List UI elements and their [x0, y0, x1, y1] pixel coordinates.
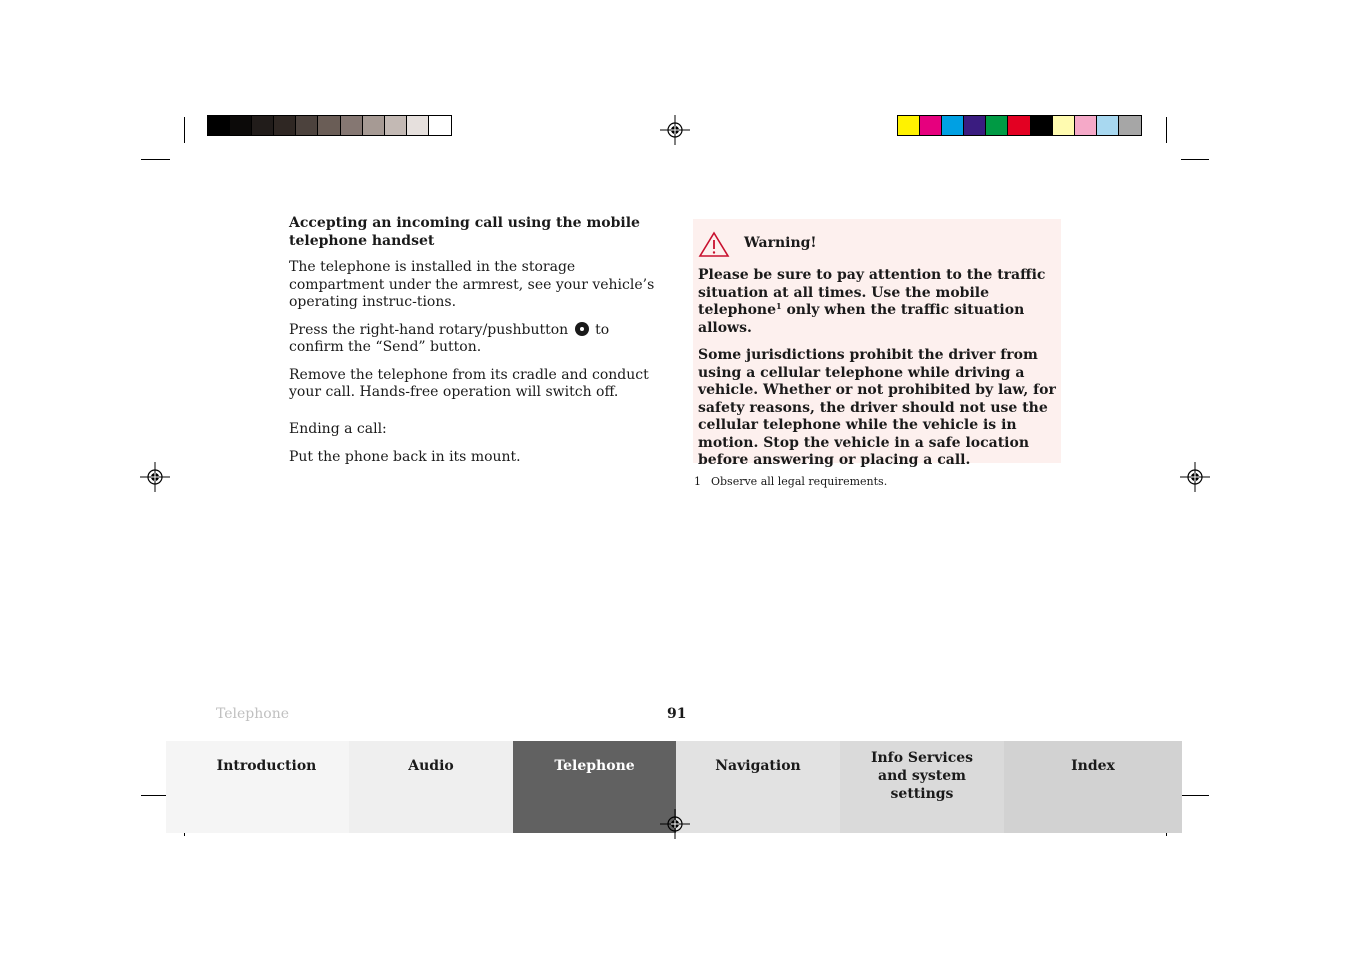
tab-info-services[interactable]: [840, 741, 1004, 833]
warning-text: only when the traffic situation allows.: [698, 302, 1025, 336]
color-swatch: [1119, 116, 1141, 135]
footnote: [694, 475, 887, 488]
tab-label: Index: [1071, 758, 1115, 774]
registration-mark-icon: [140, 462, 170, 492]
tab-label: Audio: [408, 758, 454, 774]
crop-mark: [184, 117, 185, 143]
rotary-pushbutton-icon: [575, 322, 589, 336]
color-swatch: [318, 116, 340, 135]
color-swatch: [296, 116, 318, 135]
warning-paragraph: Some jurisdictions prohibit the driver from using a cellular telephone while driving a vehicle. Whether or not prohibited by law, for safety reasons, the driver should not use the cellular telephone while the vehicle is in motion. Stop the vehicle in a safe location before answering or placing a call.: [698, 347, 1056, 468]
warning-text: Please be sure to pay attention to the traffic situation at all times. Use the mobile telephone: [698, 267, 1046, 318]
paragraph: The telephone is installed in the storage compartment under the armrest, see your vehicle’s operating instruc-tions.: [289, 259, 655, 310]
registration-mark-icon: [1180, 462, 1210, 492]
color-swatch: [274, 116, 296, 135]
color-swatch: [1075, 116, 1097, 135]
color-swatch: [429, 116, 451, 135]
color-swatch: [1053, 116, 1075, 135]
color-swatch: [252, 116, 274, 135]
tab-introduction[interactable]: [166, 741, 349, 833]
grayscale-bar: [207, 115, 452, 136]
paragraph: Ending a call:: [289, 420, 387, 437]
crop-mark: [1181, 159, 1209, 160]
warning-box: [693, 219, 1061, 468]
tab-telephone[interactable]: [513, 741, 676, 833]
tab-audio[interactable]: [349, 741, 513, 833]
tab-label: Telephone: [554, 758, 635, 774]
color-swatch: [208, 116, 230, 135]
tab-navigation[interactable]: [676, 741, 840, 833]
paragraph: Put the phone back in its mount.: [289, 449, 521, 465]
registration-mark-icon: [660, 115, 690, 145]
footnote-text: Observe all legal requirements.: [711, 475, 888, 488]
page-number: 91: [667, 706, 687, 722]
color-swatch: [964, 116, 986, 135]
color-swatch: [898, 116, 920, 135]
color-swatch: [986, 116, 1008, 135]
crop-mark: [141, 159, 170, 160]
warning-triangle-icon: [698, 231, 730, 258]
color-swatch: [407, 116, 429, 135]
footnote-number: 1: [694, 475, 701, 488]
paragraph: [289, 322, 659, 357]
crop-mark: [1181, 795, 1209, 796]
footnote-ref: 1: [776, 301, 782, 311]
crop-mark: [1166, 117, 1167, 143]
body-text-column: [289, 215, 659, 477]
color-swatch: [385, 116, 407, 135]
section-label: Telephone: [216, 706, 290, 722]
color-swatch: [920, 116, 942, 135]
warning-paragraph: [698, 267, 1057, 337]
color-swatch: [341, 116, 363, 135]
color-bar: [897, 115, 1142, 136]
paragraph-text: to confirm the “Send” button.: [289, 321, 610, 355]
tab-label: Navigation: [715, 758, 801, 774]
warning-header: [698, 229, 1057, 259]
color-swatch: [363, 116, 385, 135]
registration-mark-icon: [660, 809, 690, 839]
warning-title: Warning!: [744, 235, 817, 252]
color-swatch: [230, 116, 252, 135]
color-swatch: [1008, 116, 1030, 135]
tab-index[interactable]: [1004, 741, 1182, 833]
paragraph: Remove the telephone from its cradle and conduct your call. Hands-free operation will switch off.: [289, 366, 649, 400]
color-swatch: [1031, 116, 1053, 135]
color-swatch: [942, 116, 964, 135]
tab-label: Introduction: [216, 758, 317, 774]
color-swatch: [1097, 116, 1119, 135]
tab-label: Info Services and system settings: [870, 750, 974, 802]
section-heading: Accepting an incoming call using the mobile telephone handset: [289, 215, 640, 249]
paragraph-text: Press the right-hand rotary/pushbutton: [289, 321, 569, 338]
